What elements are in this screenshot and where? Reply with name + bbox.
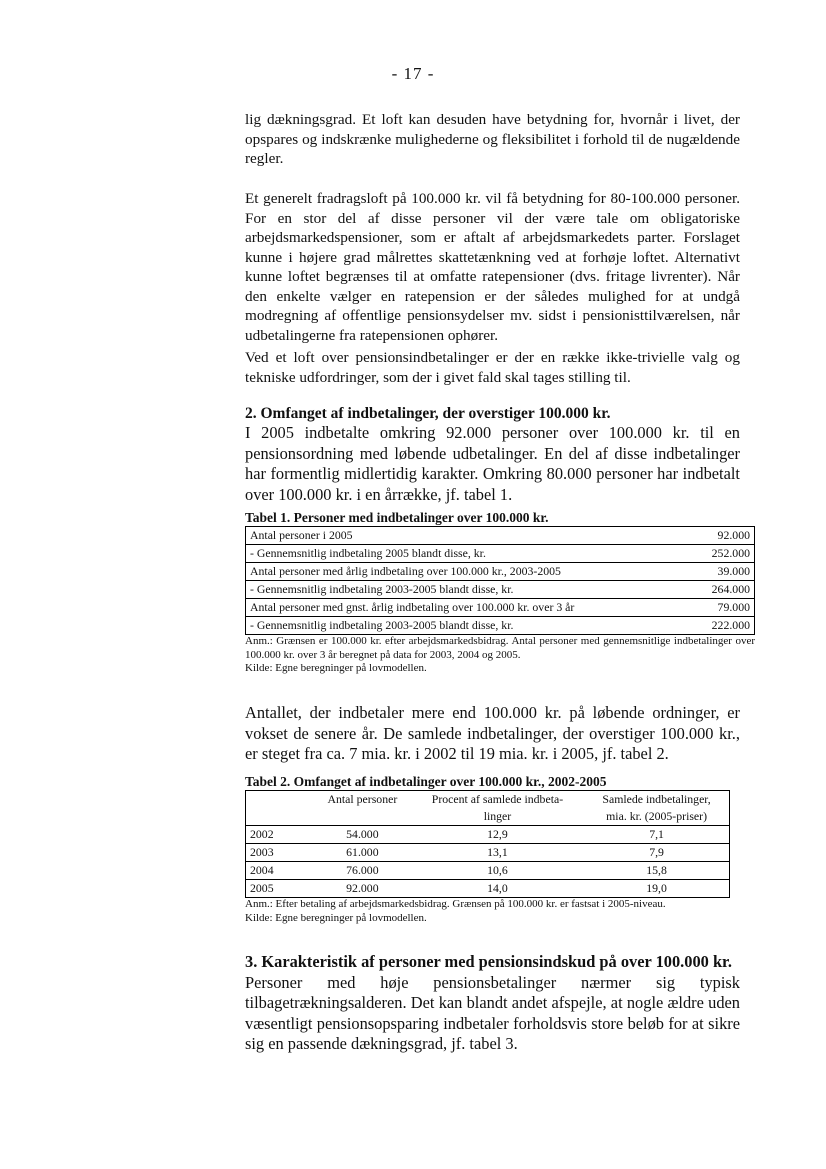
section-2 xyxy=(245,404,740,505)
table-2-row xyxy=(246,826,730,844)
table-2 xyxy=(245,790,730,898)
table-1 xyxy=(245,526,755,635)
paragraph-2 xyxy=(245,189,740,345)
paragraph-after-table-1-text: Antallet, der indbetaler mere end 100.000 kr. på løbende ordninger, er vokset de senere år. De samlede indbetalinger, der overstiger 100.000 kr., er steget fra ca. 7 mia. kr. i 2002 til 19 mia. kr. i 2005, jf. tabel 2. xyxy=(245,703,740,763)
table-1-label: - Gennemsnitlig indbetaling 2005 blandt disse, kr. xyxy=(246,545,667,563)
table-2-cell-percent: 10,6 xyxy=(411,862,584,880)
table-1-value: 79.000 xyxy=(666,599,755,617)
section-3-text: Personer med høje pensionsbetalinger nærmer sig typisk tilbagetrækningsalderen. Det kan blandt andet afspejle, at nogle ældre uden væsentligt pensionsopsparing indbetaler forholdsvis store beløb for at sikre sig en passende dækningsgrad, jf. tabel 3. xyxy=(245,972,740,1053)
table-2-source: Kilde: Egne beregninger på lovmodellen. xyxy=(245,911,427,924)
paragraph-1-text: lig dækningsgrad. Et loft kan desuden have betydning for, hvornår i livet, der opspares og indskrænke mulighederne og fleksibilitet i forhold til de nugældende regler. xyxy=(245,111,740,167)
table-1-caption: Tabel 1. Personer med indbetalinger over 100.000 kr. xyxy=(245,510,549,525)
section-2-heading: 2. Omfanget af indbetalinger, der overstiger 100.000 kr. xyxy=(245,405,611,422)
table-1-label: Antal personer i 2005 xyxy=(246,527,667,545)
table-1-value: 92.000 xyxy=(666,527,755,545)
table-1-block xyxy=(245,510,755,676)
table-1-row xyxy=(246,581,755,599)
paragraph-2-text: Et generelt fradragsloft på 100.000 kr. vil få betydning for 80-100.000 personer. For en stor del af disse personer vil der være tale om obligatoriske arbejdsmarkedspensioner, som er aftalt af arbejdsmarkedets parter. Forslaget kunne i højere grad målrettes skattetænkning ved at forhøje loftet. Alternativt kunne loftet begrænses til at omfatte ratepensioner (dvs. fritage livrenter). Når den enkelte vælger en ratepension er der således mulighed for at undgå modregning af offentlige pensionsydelser mv. sidst i pensionisttilværelsen, når udbetalingerne fra ratepensionen ophører. xyxy=(245,190,740,344)
table-1-row xyxy=(246,617,755,635)
table-2-cell-total: 7,1 xyxy=(584,826,729,844)
table-1-label: Antal personer med gnst. årlig indbetaling over 100.000 kr. over 3 år xyxy=(246,599,667,617)
table-2-cell-persons: 61.000 xyxy=(314,844,411,862)
table-2-row xyxy=(246,880,730,898)
table-2-row xyxy=(246,862,730,880)
table-2-block xyxy=(245,774,730,925)
table-2-cell-total: 7,9 xyxy=(584,844,729,862)
table-2-header-total: Samlede indbetalinger, mia. kr. (2005-priser) xyxy=(602,792,711,823)
table-2-cell-persons: 54.000 xyxy=(314,826,411,844)
table-1-source: Kilde: Egne beregninger på lovmodellen. xyxy=(245,662,427,674)
table-2-cell-year: 2004 xyxy=(246,862,315,880)
paragraph-1 xyxy=(245,110,740,169)
table-1-row xyxy=(246,527,755,545)
table-1-label: - Gennemsnitlig indbetaling 2003-2005 blandt disse, kr. xyxy=(246,617,667,635)
table-1-row xyxy=(246,563,755,581)
table-2-note: Anm.: Efter betaling af arbejdsmarkedsbidrag. Grænsen på 100.000 kr. er fastsat i 2005-niveau. xyxy=(245,898,666,910)
table-2-row xyxy=(246,844,730,862)
table-2-header-persons: Antal personer xyxy=(327,792,398,806)
paragraph-3-text: Ved et loft over pensionsindbetalinger er der en række ikke-trivielle valg og tekniske udfordringer, som der i givet fald skal tages stilling til. xyxy=(245,349,740,386)
table-1-row xyxy=(246,599,755,617)
table-1-label: - Gennemsnitlig indbetaling 2003-2005 blandt disse, kr. xyxy=(246,581,667,599)
table-2-cell-year: 2003 xyxy=(246,844,315,862)
table-2-cell-total: 15,8 xyxy=(584,862,729,880)
section-3-heading: 3. Karakteristik af personer med pensionsindskud på over 100.000 kr. xyxy=(245,952,732,971)
table-2-cell-percent: 13,1 xyxy=(411,844,584,862)
table-2-cell-persons: 76.000 xyxy=(314,862,411,880)
table-2-header-blank xyxy=(246,791,315,826)
table-1-label: Antal personer med årlig indbetaling over 100.000 kr., 2003-2005 xyxy=(246,563,667,581)
table-2-cell-total: 19,0 xyxy=(584,880,729,898)
section-3 xyxy=(245,952,740,1055)
table-2-cell-percent: 12,9 xyxy=(411,826,584,844)
paragraph-3 xyxy=(245,348,740,387)
table-1-row xyxy=(246,545,755,563)
section-2-text: I 2005 indbetalte omkring 92.000 personer over 100.000 kr. til en pensionsordning med løbende udbetalinger. En del af disse indbetalinger har formentlig midlertidig karakter. Omkring 80.000 personer har indbetalt over 100.000 kr. i en årrække, jf. tabel 1. xyxy=(245,423,740,504)
table-2-cell-persons: 92.000 xyxy=(314,880,411,898)
table-2-header-percent: Procent af samlede indbeta- linger xyxy=(431,792,564,823)
table-2-cell-year: 2005 xyxy=(246,880,315,898)
page-number: - 17 - xyxy=(391,64,435,83)
table-1-note: Anm.: Grænsen er 100.000 kr. efter arbejdsmarkedsbidrag. Antal personer med gennemsnitlige indbetalinger over 100.000 kr. over 3 år beregnet på data for 2003, 2004 og 2005. xyxy=(245,635,755,661)
table-1-value: 252.000 xyxy=(666,545,755,563)
table-1-value: 264.000 xyxy=(666,581,755,599)
paragraph-after-table-1 xyxy=(245,703,740,765)
table-1-value: 222.000 xyxy=(666,617,755,635)
table-2-cell-percent: 14,0 xyxy=(411,880,584,898)
table-1-value: 39.000 xyxy=(666,563,755,581)
table-2-cell-year: 2002 xyxy=(246,826,315,844)
table-2-caption: Tabel 2. Omfanget af indbetalinger over 100.000 kr., 2002-2005 xyxy=(245,774,607,789)
